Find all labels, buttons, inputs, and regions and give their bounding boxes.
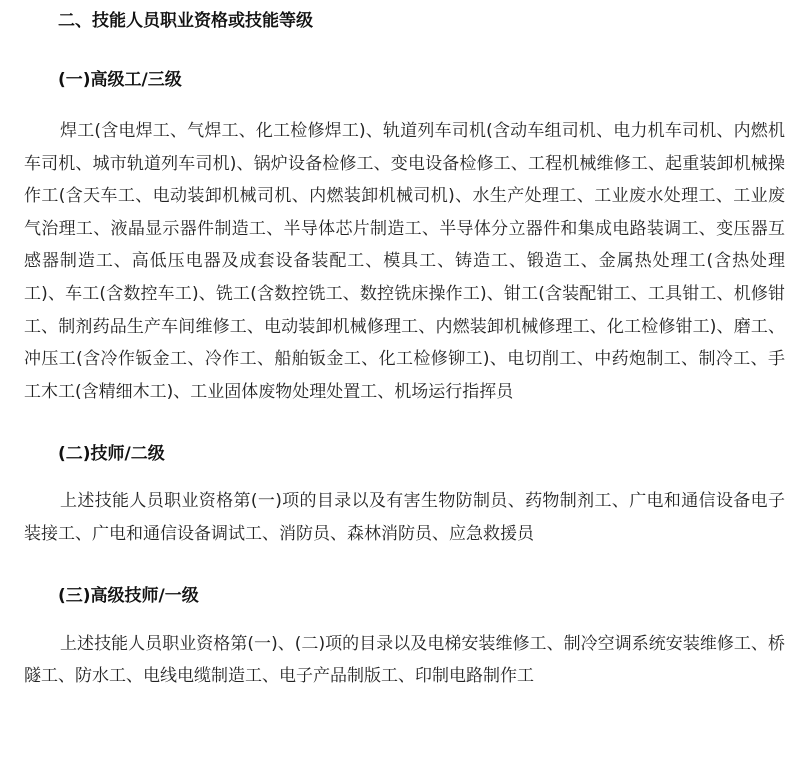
section-body-technician: 上述技能人员职业资格第(一)项的目录以及有害生物防制员、药物制剂工、广电和通信设备电子装接工、广电和通信设备调试工、消防员、森林消防员、应急救援员 [24, 491, 785, 544]
section-heading-senior-technician: (三)高级技师/一级 [58, 585, 199, 606]
document-title: 二、技能人员职业资格或技能等级 [58, 11, 313, 31]
section-heading-technician: (二)技师/二级 [58, 444, 165, 465]
section-body-senior-technician: 上述技能人员职业资格第(一)、(二)项的目录以及电梯安装维修工、制冷空调系统安装维修工、桥隧工、防水工、电线电缆制造工、电子产品制版工、印制电路制作工 [24, 633, 785, 687]
section-heading-advanced-worker: (一)高级工/三级 [58, 70, 182, 90]
section-body-advanced-worker: 焊工(含电焊工、气焊工、化工检修焊工)、轨道列车司机(含动车组司机、电力机车司机、内燃机车司机、城市轨道列车司机)、锅炉设备检修工、变电设备检修工、工程机械维修工、起重装卸机械操作工(含天车工、电动装卸机械司机、内燃装卸机械司机)、水生产处理工、工业废水处理工、工业废气治理工、液晶显示器件制造工、半导体芯片制造工、半导体分立器件和集成电路装调工、变压器互感器制造工、高低压电器及成套设备装配工、模具工、铸造工、锻造工、金属热处理工(含热处理工)、车工(含数控车工)、铣工(含数控铣工、数控铣床操作工)、钳工(含装配钳工、工具钳工、机修钳工、制剂药品生产车间维修工、电动装卸机械修理工、内燃装卸机械修理工、化工检修钳工)、磨工、冲压工(含冷作钣金工、冷作工、船舶钣金工、化工检修铆工)、电切削工、中药炮制工、制冷工、手工木工(含精细木工)、工业固体废物处理处置工、机场运行指挥员 [24, 121, 785, 402]
